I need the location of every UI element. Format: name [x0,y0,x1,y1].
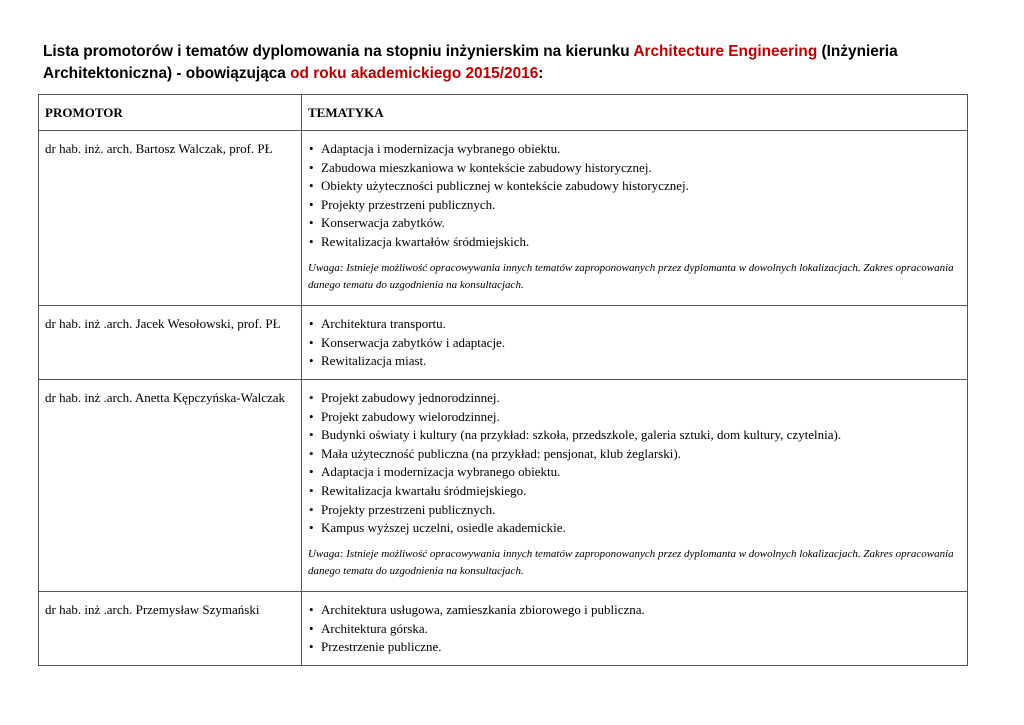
program-name: Architecture Engineering [633,43,818,60]
list-item: • Projekty przestrzeni publicznych. [308,196,961,215]
list-item: • Obiekty użyteczności publicznej w kontekście zabudowy historycznej. [308,177,961,196]
column-header-promotor: PROMOTOR [45,105,123,120]
topics-list [302,131,967,252]
list-item: • Kampus wyższej uczelni, osiedle akademickie. [308,519,961,538]
list-item: • Zabudowa mieszkaniowa w kontekście zabudowy historycznej. [308,159,961,178]
title-text-1: Lista promotorów i tematów dyplomowania na stopniu inżynierskim na kierunku [43,43,634,60]
table-header-row [39,95,968,131]
topics-list [302,592,967,657]
column-header-topics: TEMATYKA [308,105,384,120]
topics-cell [302,131,968,306]
list-item: • Rewitalizacja kwartału śródmiejskiego. [308,482,961,501]
table-row [39,306,968,380]
promotor-cell [39,131,302,306]
title-text-3: : [538,65,544,82]
promotor-cell [39,592,302,666]
list-item: • Rewitalizacja kwartałów śródmiejskich. [308,233,961,252]
list-item: • Architektura transportu. [308,315,961,334]
list-item: • Rewitalizacja miast. [308,352,961,371]
promotors-table [38,94,968,666]
list-item: • Mała użyteczność publiczna (na przykład: pensjonat, klub żeglarski). [308,445,961,464]
promotor-name: dr hab. inż .arch. Przemysław Szymański [45,602,260,617]
table-row [39,131,968,306]
topics-cell [302,592,968,666]
note-text: Uwaga: Istnieje możliwość opracowywania innych tematów zaproponowanych przez dyplomanta w dowolnych lokalizacjach. Zakres opracowania danego tematu do uzgodnienia na konsultacjach. [308,261,954,291]
topics-list [302,380,967,538]
valid-from: od roku akademickiego 2015/2016 [290,65,539,82]
list-item: • Przestrzenie publiczne. [308,638,961,657]
header-cell-promotor [39,95,302,131]
list-item: • Projekt zabudowy jednorodzinnej. [308,389,961,408]
promotor-cell [39,306,302,380]
promotor-cell [39,380,302,592]
list-item: • Projekty przestrzeni publicznych. [308,501,961,520]
title-text-2: (Inżynieria Architektoniczna) - obowiązująca [43,43,898,82]
document-title [43,41,983,85]
list-item: • Architektura usługowa, zamieszkania zbiorowego i publiczna. [308,601,961,620]
topics-cell [302,380,968,592]
note-text: Uwaga: Istnieje możliwość opracowywania innych tematów zaproponowanych przez dyplomanta w dowolnych lokalizacjach. Zakres opracowania danego tematu do uzgodnienia na konsultacjach. [308,547,954,577]
promotor-name: dr hab. inż .arch. Anetta Kępczyńska-Walczak [45,390,286,405]
list-item: • Konserwacja zabytków i adaptacje. [308,334,961,353]
table-row [39,592,968,666]
list-item: • Architektura górska. [308,620,961,639]
list-item: • Adaptacja i modernizacja wybranego obiektu. [308,140,961,159]
topics-cell [302,306,968,380]
list-item: • Projekt zabudowy wielorodzinnej. [308,408,961,427]
table-row [39,380,968,592]
list-item: • Adaptacja i modernizacja wybranego obiektu. [308,463,961,482]
topics-list [302,306,967,371]
list-item: • Budynki oświaty i kultury (na przykład: szkoła, przedszkole, galeria sztuki, dom kultury, czytelnia). [308,426,961,445]
list-item: • Konserwacja zabytków. [308,214,961,233]
promotor-name: dr hab. inż .arch. Jacek Wesołowski, prof. PŁ [45,316,281,331]
header-cell-topics [302,95,968,131]
promotor-name: dr hab. inż. arch. Bartosz Walczak, prof. PŁ [45,141,273,156]
